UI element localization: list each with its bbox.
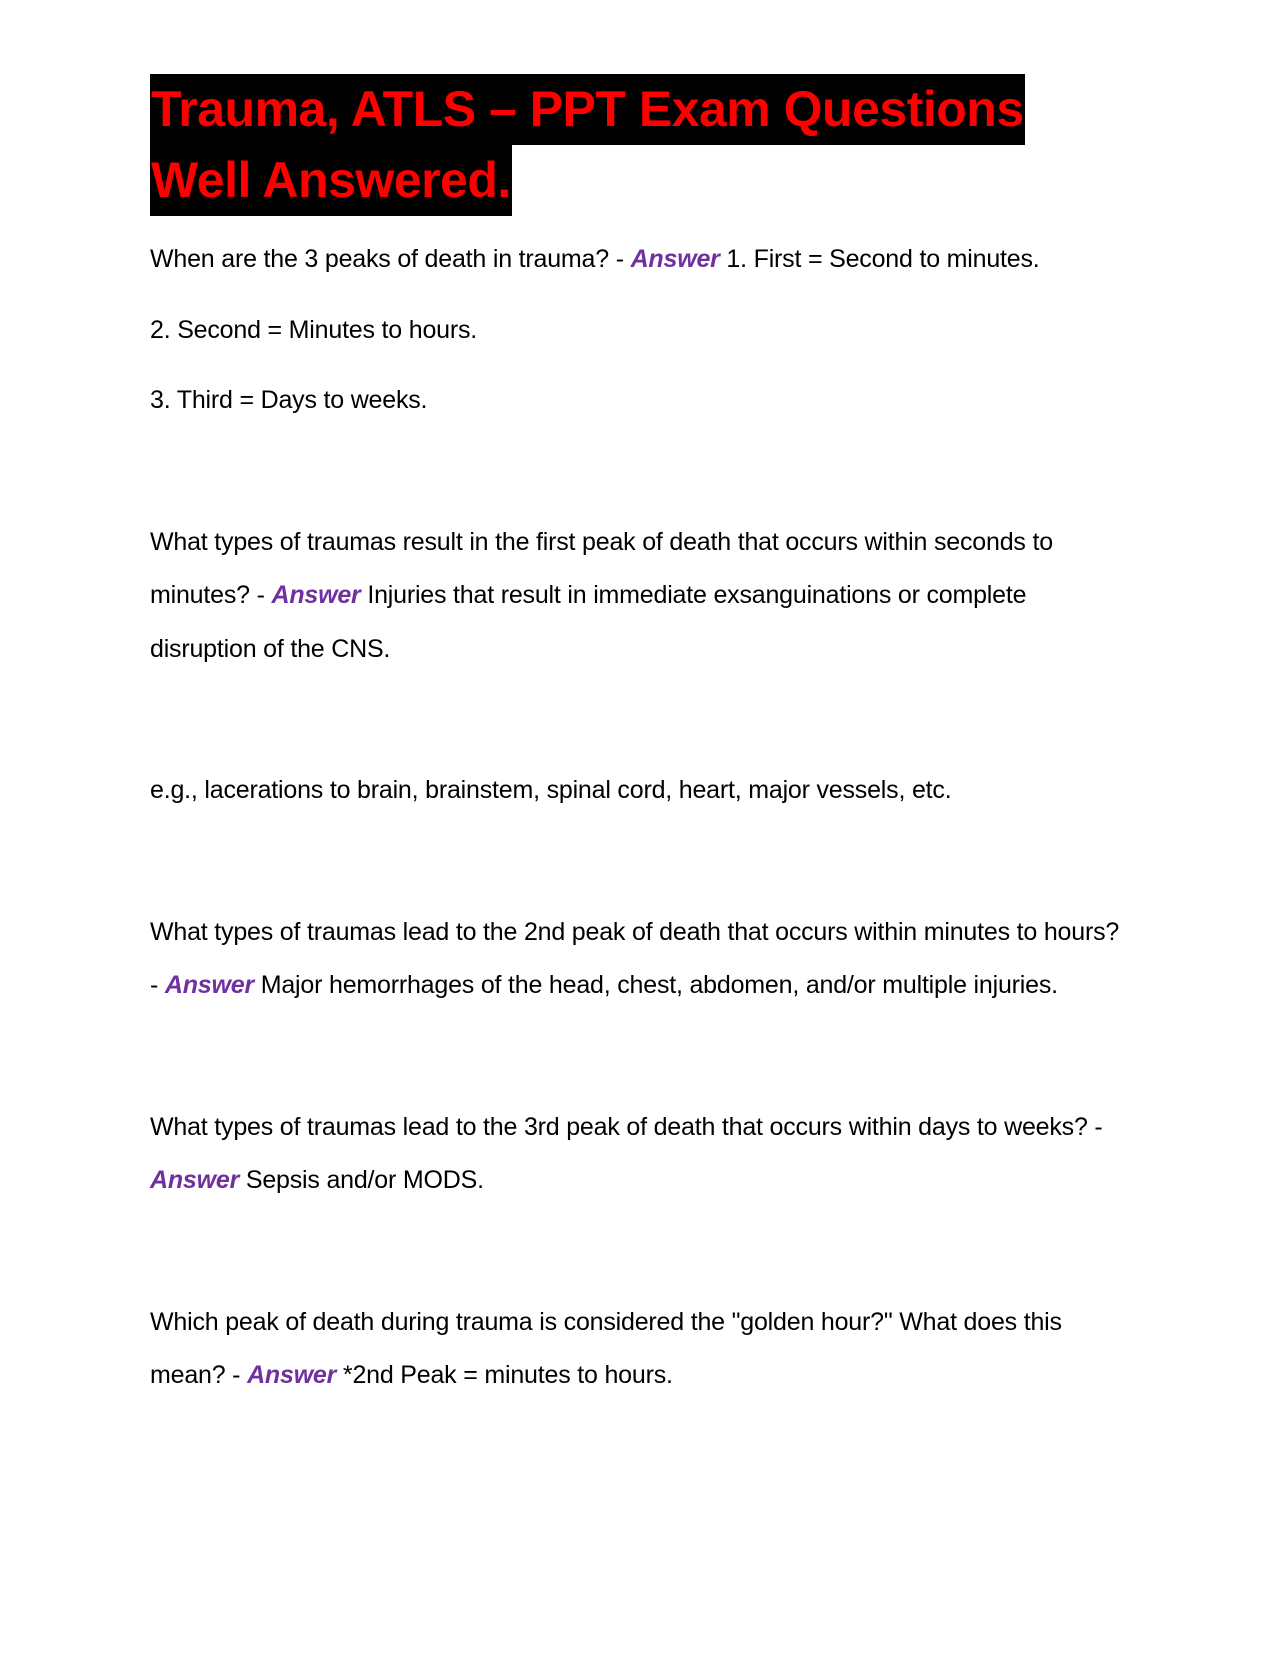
- answer-text: 1. First = Second to minutes.: [719, 245, 1040, 273]
- qa-5-question: [150, 1296, 1130, 1403]
- title-line-2: Well Answered.: [150, 145, 512, 216]
- question-text: What types of traumas lead to the 3rd peak of death that occurs within days to weeks? -: [150, 1112, 1103, 1141]
- answer-label: Answer: [271, 581, 361, 609]
- qa-1-question: [150, 233, 1130, 287]
- question-text: What types of traumas result in the first peak of death that occurs within seconds to minutes? -: [150, 527, 1053, 609]
- question-text: What types of traumas lead to the 2nd peak of death that occurs within minutes to hours? -: [150, 917, 1120, 999]
- document-page: [150, 74, 1130, 1403]
- question-text: Which peak of death during trauma is considered the "golden hour?" What does this mean? -: [150, 1307, 1062, 1389]
- qa-2-extra-1: e.g., lacerations to brain, brainstem, spinal cord, heart, major vessels, etc.: [150, 776, 952, 804]
- question-text: When are the 3 peaks of death in trauma? -: [150, 245, 631, 273]
- qa-3-question: [150, 906, 1130, 1013]
- answer-text: Major hemorrhages of the head, chest, abdomen, and/or multiple injuries.: [253, 971, 1058, 999]
- qa-1-extra-2: 3. Third = Days to weeks.: [150, 386, 428, 414]
- answer-text: Injuries that result in immediate exsanguinations or complete disruption of the CNS.: [150, 581, 1027, 663]
- qa-1-extra-1: 2. Second = Minutes to hours.: [150, 315, 478, 344]
- qa-4-question: [150, 1101, 1130, 1208]
- title-line-1: Trauma, ATLS – PPT Exam Questions: [150, 74, 1025, 145]
- qa-2-question: [150, 516, 1130, 677]
- answer-text: *2nd Peak = minutes to hours.: [336, 1361, 673, 1389]
- answer-label: Answer: [150, 1166, 240, 1194]
- answer-label: Answer: [164, 971, 254, 999]
- answer-label: Answer: [247, 1361, 337, 1389]
- answer-label: Answer: [630, 245, 720, 273]
- answer-text: Sepsis and/or MODS.: [239, 1166, 484, 1194]
- document-title: [150, 74, 1130, 216]
